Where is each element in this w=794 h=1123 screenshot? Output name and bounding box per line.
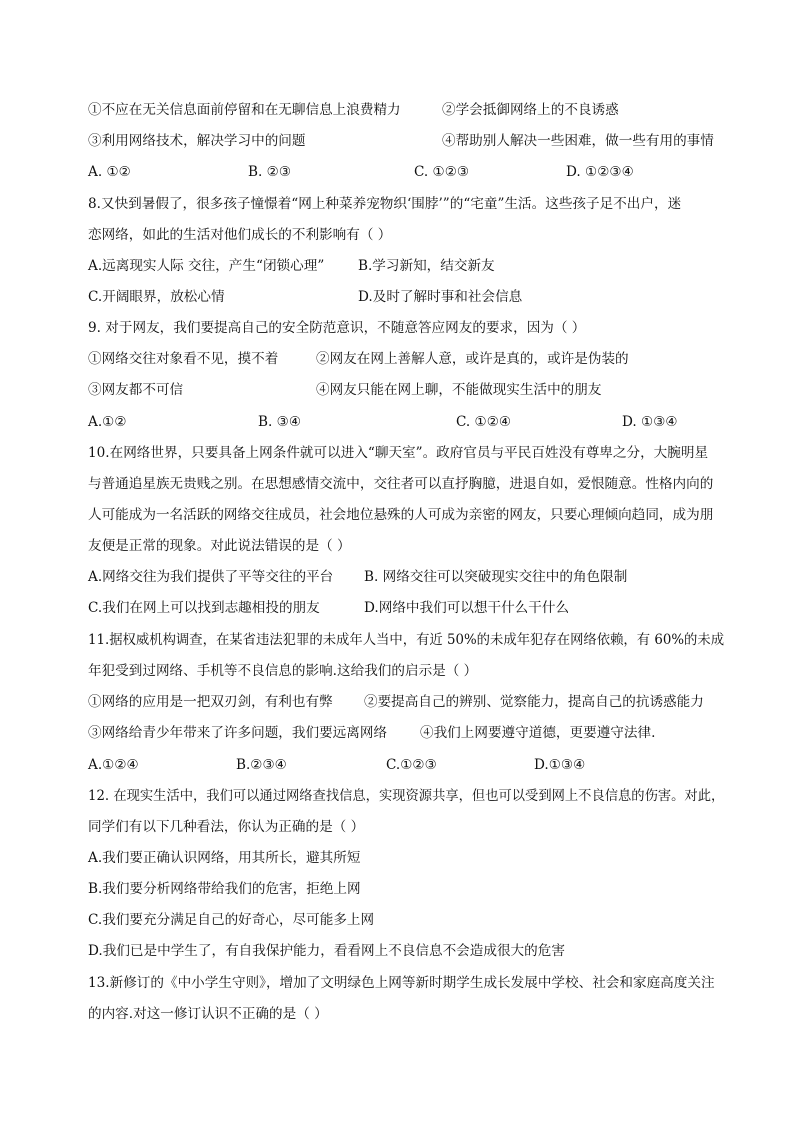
q9-item-4: ④网友只能在网上聊，不能做现实生活中的朋友 <box>316 382 602 398</box>
q11-option-a: A.①②④ <box>88 757 139 773</box>
q9-stem-line-1: 9. 对于网友，我们要提高自己的安全防范意识，不随意答应网友的要求，因为（ ） <box>88 320 586 336</box>
q7-option-b: B. ②③ <box>248 164 292 180</box>
q7-option-c: C. ①②③ <box>414 164 470 180</box>
q10-stem-line-1: 10.在网络世界，只要具备上网条件就可以进入“聊天室”。政府官员与平民百姓没有尊卑之分，大腕明星 <box>88 445 709 461</box>
q13-stem-line-2: 的内容.对这一修订认识不正确的是（ ） <box>88 1006 328 1022</box>
q7-item-2: ②学会抵御网络上的不良诱惑 <box>442 102 619 118</box>
q9-option-a: A.①② <box>88 414 127 430</box>
q9-option-b: B. ③④ <box>258 414 302 430</box>
q9-item-2: ②网友在网上善解人意，或许是真的，或许是伪装的 <box>316 351 629 367</box>
q12-stem-line-1: 12. 在现实生活中，我们可以通过网络查找信息，实现资源共享，但也可以受到网上不良信息的伤害。对此， <box>88 788 725 804</box>
q11-stem-line-1: 11.据权威机构调查，在某省违法犯罪的未成年人当中，有近 50%的未成年犯存在网络依赖，有 60%的未成 <box>88 632 725 648</box>
q9-item-3: ③网友都不可信 <box>88 382 184 398</box>
q7-item-4: ④帮助别人解决一些困难，做一些有用的事情 <box>442 133 714 149</box>
q11-item-1: ①网络的应用是一把双刃剑，有利也有弊 <box>88 694 333 710</box>
q7-option-a: A. ①② <box>88 164 131 180</box>
q10-stem-line-2: 与普通追星族无贵贱之别。在思想感情交流中，交往者可以直抒胸臆，进退自如，爱恨随意。性格内向的 <box>88 476 714 492</box>
q11-option-d: D.①③④ <box>534 757 586 773</box>
q8-option-a: A.远离现实人际 交往，产生“闭锁心理” <box>88 258 325 274</box>
q11-item-4: ④我们上网要遵守道德，更要遵守法律. <box>420 725 656 741</box>
q8-option-b: B.学习新知，结交新友 <box>358 258 495 274</box>
q8-option-c: C.开阔眼界，放松心情 <box>88 289 225 305</box>
q8-stem-line-1: 8.又快到暑假了，很多孩子憧憬着“网上种菜养宠物织‘围脖’”的“宅童”生活。这些孩子足不出户，迷 <box>88 196 682 212</box>
q12-option-d: D.我们已是中学生了，有自我保护能力，看看网上不良信息不会造成很大的危害 <box>88 943 565 959</box>
q7-option-d: D. ①②③④ <box>566 164 634 180</box>
q11-item-2: ②要提高自己的辨别、觉察能力，提高自己的抗诱惑能力 <box>364 694 704 710</box>
q13-stem-line-1: 13.新修订的《中小学生守则》，增加了文明绿色上网等新时期学生成长发展中学校、社会和家庭高度关注 <box>88 975 715 991</box>
q11-option-c: C.①②③ <box>386 757 437 773</box>
q12-stem-line-2: 同学们有以下几种看法，你认为正确的是（ ） <box>88 819 365 835</box>
q10-stem-line-3: 人可能成为一名活跃的网络交往成员，社会地位悬殊的人可成为亲密的网友，只要心理倾向趋同，成为朋 <box>88 507 714 523</box>
q9-item-1: ①网络交往对象看不见，摸不着 <box>88 351 279 367</box>
q8-option-d: D.及时了解时事和社会信息 <box>358 289 523 305</box>
q9-option-d: D. ①③④ <box>622 414 678 430</box>
q12-option-b: B.我们要分析网络带给我们的危害，拒绝上网 <box>88 881 361 897</box>
q10-option-d: D.网络中我们可以想干什么干什么 <box>364 600 570 616</box>
q12-option-c: C.我们要充分满足自己的好奇心，尽可能多上网 <box>88 912 375 928</box>
q7-item-3: ③利用网络技术，解决学习中的问题 <box>88 133 306 149</box>
q8-stem-line-2: 恋网络，如此的生活对他们成长的不利影响有（ ） <box>88 227 392 243</box>
q9-option-c: C. ①②④ <box>456 414 512 430</box>
q11-stem-line-2: 年犯受到过网络、手机等不良信息的影响.这给我们的启示是（ ） <box>88 663 478 679</box>
q11-item-3: ③网络给青少年带来了许多问题，我们要远离网络 <box>88 725 388 741</box>
q10-option-b: B. 网络交往可以突破现实交往中的角色限制 <box>364 569 628 585</box>
q12-option-a: A.我们要正确认识网络，用其所长，避其所短 <box>88 850 361 866</box>
q10-option-c: C.我们在网上可以找到志趣相投的朋友 <box>88 600 320 616</box>
q7-item-1: ①不应在无关信息面前停留和在无聊信息上浪费精力 <box>88 102 401 118</box>
q10-option-a: A.网络交往为我们提供了平等交往的平台 <box>88 569 334 585</box>
q10-stem-line-4: 友便是正常的现象。对此说法错误的是（ ） <box>88 538 351 554</box>
q11-option-b: B.②③④ <box>236 757 287 773</box>
